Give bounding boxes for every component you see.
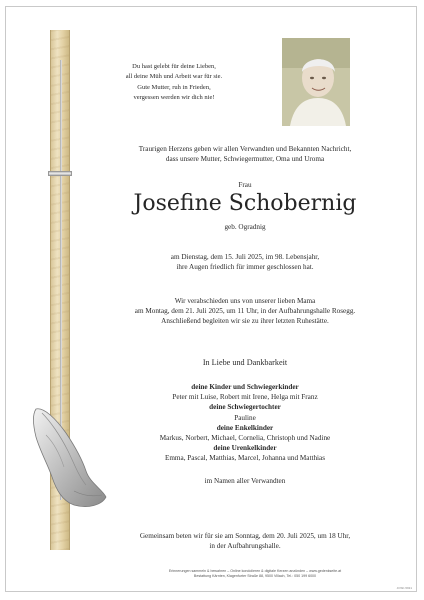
poem-line: vergessen werden wir dich nie!: [133, 94, 215, 102]
mourner-group-title: deine Urenkelkinder: [213, 444, 277, 453]
mourner-group-names: Markus, Norbert, Michael, Cornelia, Christoph und Nadine: [159, 434, 331, 443]
mourners-list: [100, 382, 390, 464]
farewell-notice: [100, 296, 390, 327]
document-code: JOSF-5931: [396, 586, 412, 590]
mourner-group-names: Peter mit Luise, Robert mit Irene, Helga mit Franz: [172, 393, 318, 402]
death-notice-line: ihre Augen friedlich für immer geschlossen hat.: [176, 263, 314, 272]
cross-bar: [48, 171, 72, 176]
announcement-line: Traurigen Herzens geben wir allen Verwandten und Bekannten Nachricht,: [138, 145, 352, 153]
announcement-line: dass unsere Mutter, Schwiegermutter, Oma und Uroma: [165, 155, 325, 164]
farewell-line: am Montag, dem 21. Juli 2025, um 11 Uhr, in der Aufbahrungshalle Rosegg.: [134, 307, 356, 316]
praying-hands-icon: [30, 405, 110, 515]
mourners-heading: In Liebe und Dankbarkeit: [202, 358, 288, 367]
mourner-group-title: deine Schwiegertochter: [209, 403, 281, 412]
footer-line: Bestattung Kärnten, Klagenfurter Straße 88, 9500 Villach, Tel.: 050 199 6000: [193, 574, 317, 579]
footer: [110, 569, 400, 580]
portrait-image: [282, 38, 350, 126]
announcement: [100, 144, 390, 164]
mourner-group-title: deine Enkelkinder: [216, 423, 274, 432]
poem-line: all deine Müh und Arbeit war für sie.: [125, 73, 223, 81]
mourners-closing: im Namen aller Verwandten: [204, 477, 286, 485]
death-notice-line: am Dienstag, dem 15. Juli 2025, im 98. Lebensjahr,: [170, 253, 320, 261]
prayer-notice: [100, 531, 390, 551]
portrait-photo: [282, 38, 350, 126]
farewell-line: Anschließend begleiten wir sie zu ihrer letzten Ruhestätte.: [161, 317, 329, 326]
farewell-line: Wir verabschieden uns von unserer lieben Mama: [174, 297, 316, 305]
birth-name: geb. Ogradnig: [224, 223, 266, 231]
mourner-group-names: Pauline: [234, 413, 256, 422]
deceased-name: Josefine Schobernig: [133, 191, 357, 216]
prayer-line: Gemeinsam beten wir für sie am Sonntag, dem 20. Juli 2025, um 18 Uhr,: [139, 532, 351, 540]
mourner-group-title: deine Kinder und Schwiegerkinder: [191, 383, 299, 391]
death-notice: [100, 252, 390, 272]
footer-line: Erinnerungen sammeln & bewahren – Online kondolieren & digitale Kerzen anzünden – www.gedenkseite.at: [168, 569, 342, 573]
mourner-group-names: Emma, Pascal, Matthias, Marcel, Johanna und Matthias: [164, 454, 326, 463]
prayer-line: in der Aufbahrungshalle.: [209, 542, 281, 551]
name-prefix: Frau: [238, 181, 252, 189]
poem-line: Gute Mutter, ruh in Frieden,: [137, 83, 211, 91]
poem: [94, 62, 254, 104]
poem-line: Du hast gelebt für deine Lieben,: [132, 63, 216, 70]
